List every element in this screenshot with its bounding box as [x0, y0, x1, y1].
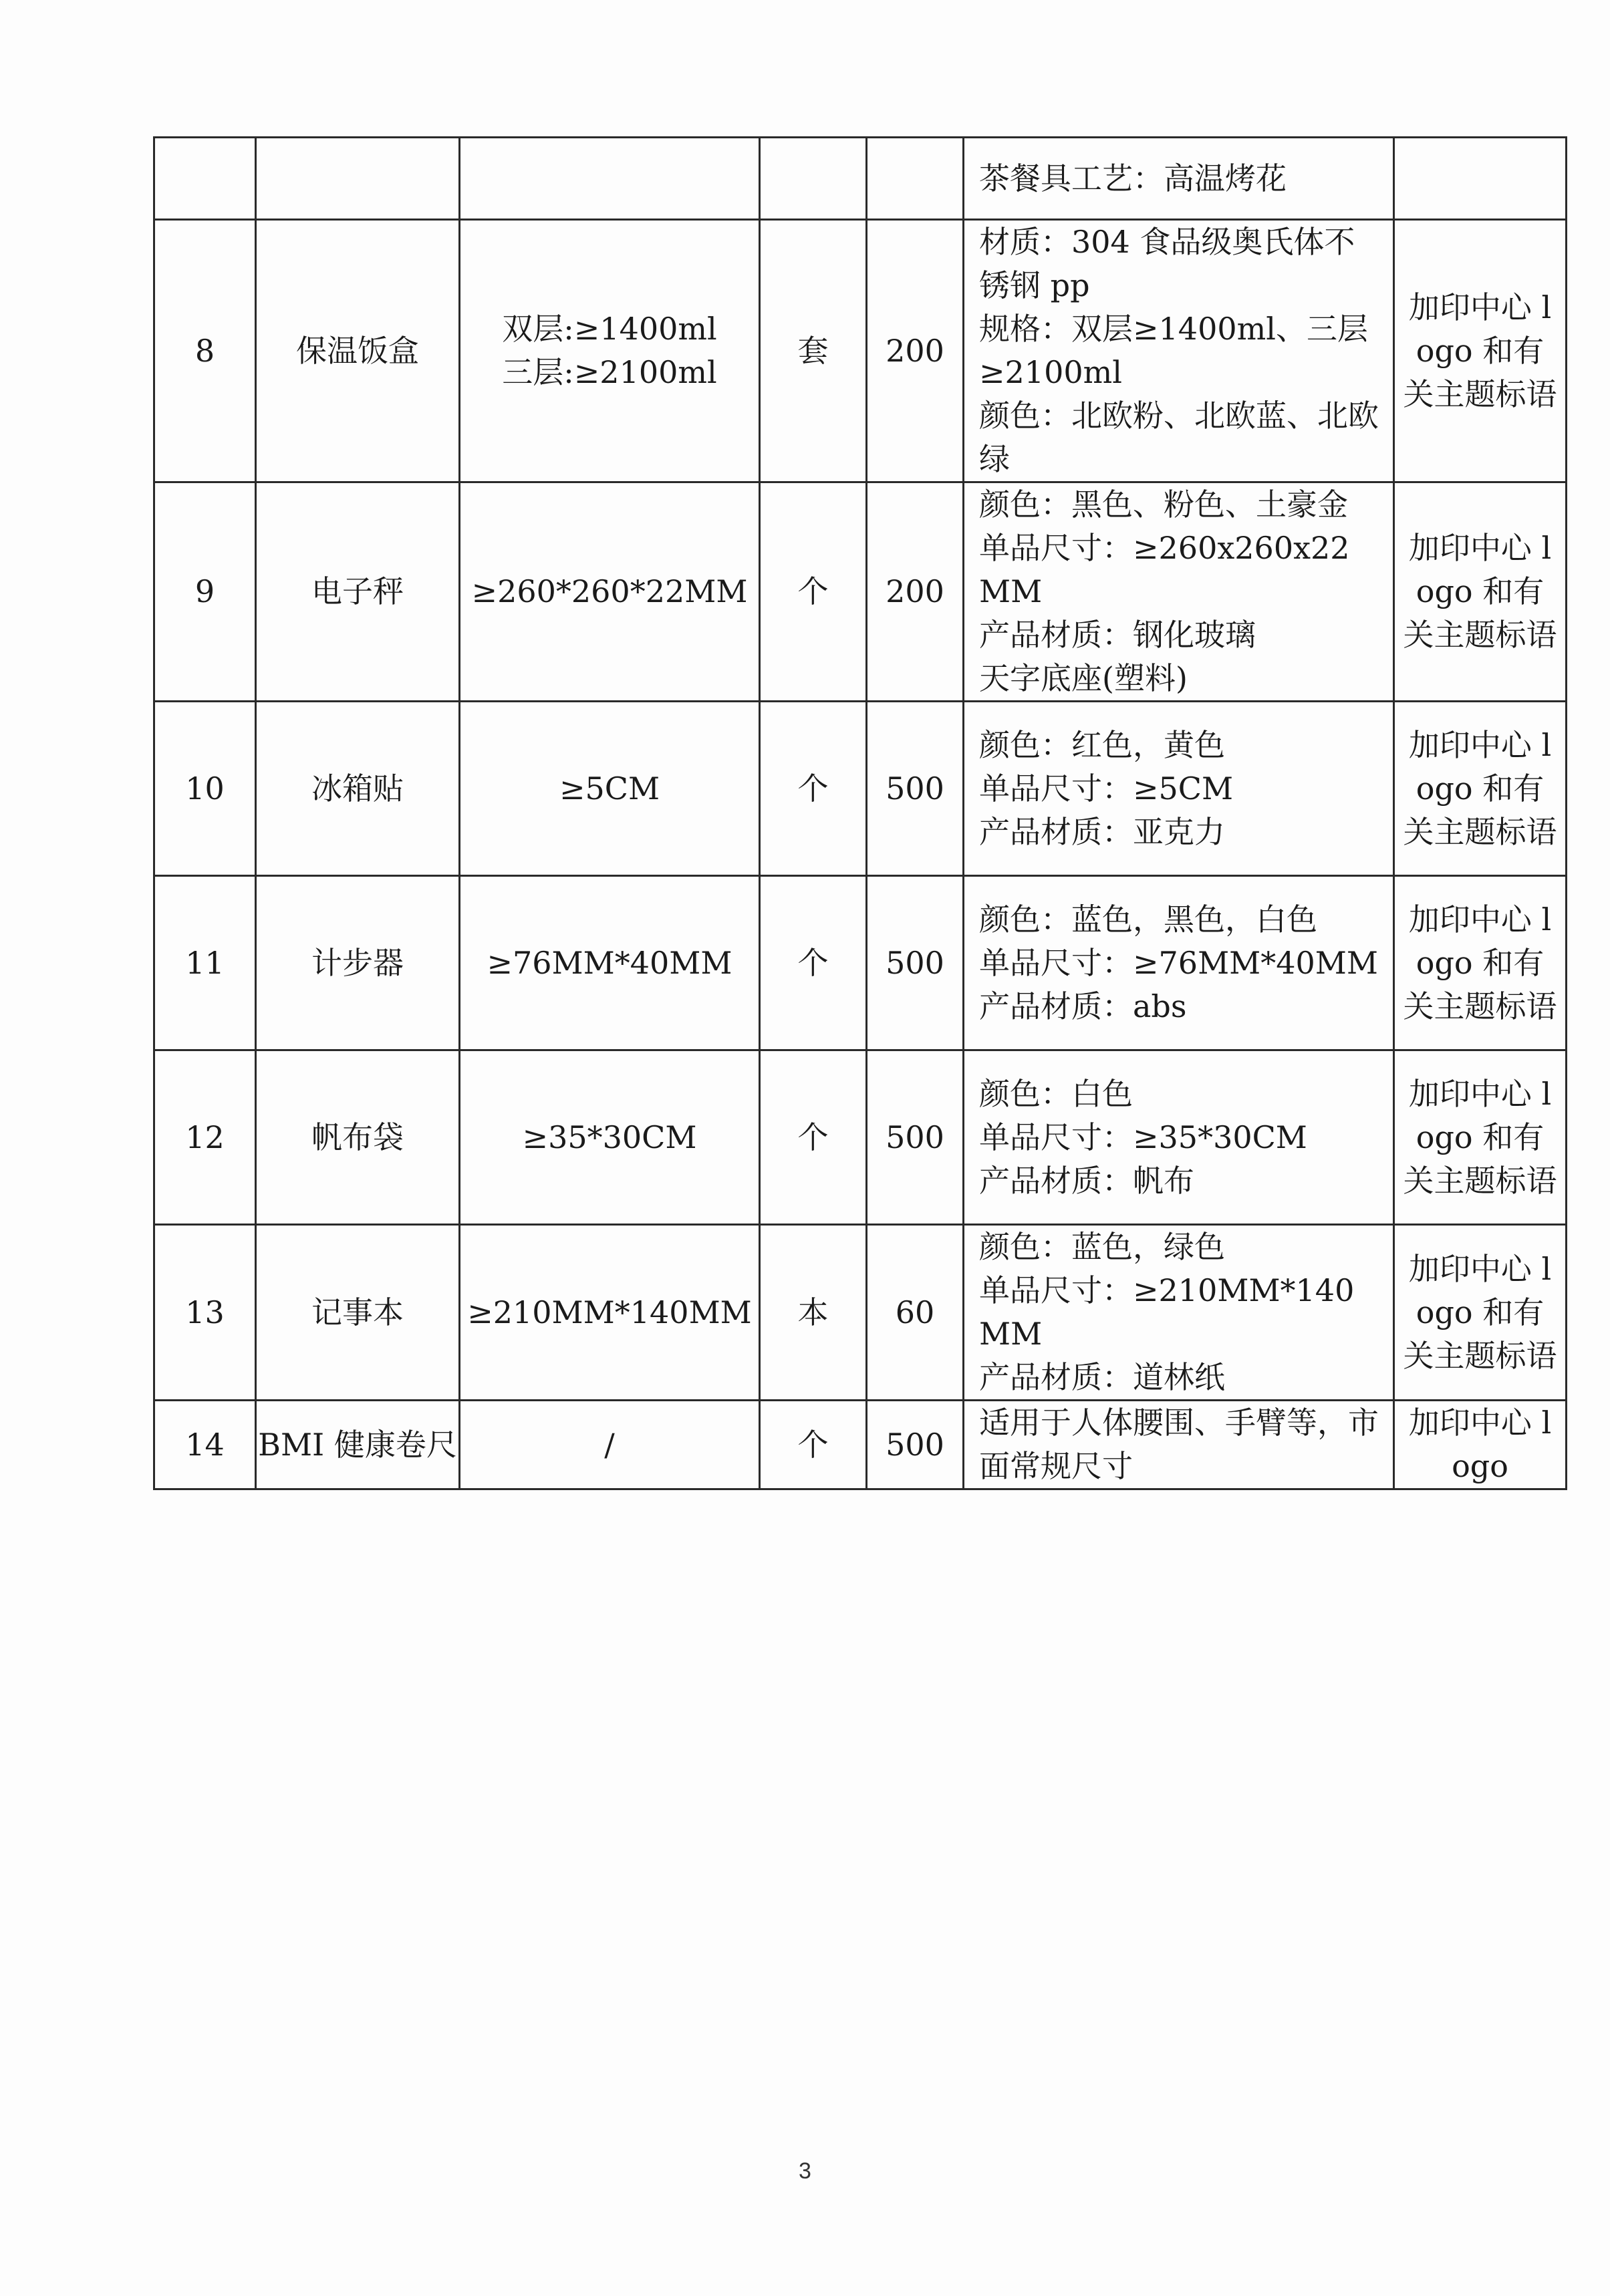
item-description-line: 单品尺寸：≥76MM*40MM	[979, 944, 1379, 981]
item-spec-cell	[460, 220, 760, 482]
item-unit-cell: 个	[760, 1401, 867, 1489]
item-name-cell: 帆布袋	[256, 1050, 460, 1225]
item-quantity-cell: 200	[867, 220, 964, 482]
item-note-line: 加印中心 logo 和有关主题标语	[1403, 289, 1557, 412]
item-description-cell	[964, 1225, 1394, 1401]
item-spec-line: /	[604, 1426, 615, 1463]
item-description-line: 茶餐具工艺：高温烤花	[979, 160, 1287, 196]
item-number-cell: 13	[154, 1225, 256, 1401]
item-description-line: 单品尺寸：≥260x260x22MM	[979, 530, 1350, 609]
item-number-cell: 9	[154, 482, 256, 702]
item-description-line: 单品尺寸：≥210MM*140MM	[979, 1272, 1355, 1352]
item-description-cell	[964, 138, 1394, 220]
item-spec-cell	[460, 1401, 760, 1489]
item-description-line: 颜色：北欧粉、北欧蓝、北欧绿	[979, 398, 1379, 477]
item-spec-cell	[460, 702, 760, 876]
item-number-cell: 10	[154, 702, 256, 876]
item-note-cell	[1394, 482, 1567, 702]
table-row	[154, 702, 1567, 876]
item-description-cell	[964, 702, 1394, 876]
table-row	[154, 1050, 1567, 1225]
item-spec-cell	[460, 1225, 760, 1401]
table-row	[154, 220, 1567, 482]
item-description-line: 颜色：蓝色，绿色	[979, 1229, 1225, 1265]
item-unit-cell: 本	[760, 1225, 867, 1401]
item-unit-cell: 个	[760, 702, 867, 876]
item-spec-line: 双层:≥1400ml	[502, 311, 717, 347]
table-row	[154, 876, 1567, 1050]
item-name-cell	[256, 138, 460, 220]
table-row	[154, 138, 1567, 220]
item-name-cell: BMI 健康卷尺	[256, 1401, 460, 1489]
item-note-cell	[1394, 220, 1567, 482]
item-quantity-cell: 60	[867, 1225, 964, 1401]
item-quantity-cell	[867, 138, 964, 220]
item-spec-line: ≥210MM*140MM	[467, 1294, 752, 1330]
item-note-cell	[1394, 1401, 1567, 1489]
item-quantity-cell: 500	[867, 1050, 964, 1225]
item-number-cell: 8	[154, 220, 256, 482]
item-spec-line: 三层:≥2100ml	[502, 354, 717, 390]
item-number-cell: 12	[154, 1050, 256, 1225]
item-spec-line: ≥35*30CM	[522, 1119, 697, 1155]
item-name-cell: 冰箱贴	[256, 702, 460, 876]
item-description-cell	[964, 1401, 1394, 1489]
item-spec-cell	[460, 482, 760, 702]
item-description-line: 颜色：红色，黄色	[979, 726, 1225, 763]
item-note-line: 加印中心 logo 和有关主题标语	[1403, 1250, 1557, 1374]
item-name-cell: 计步器	[256, 876, 460, 1050]
item-name-cell: 记事本	[256, 1225, 460, 1401]
item-spec-cell	[460, 138, 760, 220]
item-unit-cell: 个	[760, 876, 867, 1050]
item-description-line: 产品材质：钢化玻璃	[979, 617, 1256, 653]
item-spec-cell	[460, 1050, 760, 1225]
table-row	[154, 1225, 1567, 1401]
item-name-cell: 保温饭盒	[256, 220, 460, 482]
item-quantity-cell: 200	[867, 482, 964, 702]
item-description-line: 产品材质：亚克力	[979, 813, 1225, 850]
product-spec-table	[153, 136, 1567, 1490]
item-unit-cell: 套	[760, 220, 867, 482]
page-number: 3	[799, 2158, 811, 2184]
item-description-line: 适用于人体腰围、手臂等，市面常规尺寸	[979, 1405, 1379, 1484]
item-description-line: 材质：304 食品级奥氏体不锈钢 pp	[979, 224, 1355, 303]
item-name-cell: 电子秤	[256, 482, 460, 702]
item-unit-cell: 个	[760, 1050, 867, 1225]
item-number-cell: 14	[154, 1401, 256, 1489]
item-description-line: 产品材质：道林纸	[979, 1359, 1225, 1395]
item-quantity-cell: 500	[867, 1401, 964, 1489]
item-note-cell	[1394, 876, 1567, 1050]
item-note-line: 加印中心 logo 和有关主题标语	[1403, 726, 1557, 850]
item-spec-line: ≥260*260*22MM	[471, 573, 748, 609]
item-description-line: 规格：双层≥1400ml、三层≥2100ml	[979, 311, 1368, 390]
item-description-line: 天字底座(塑料)	[979, 660, 1188, 696]
item-description-line: 颜色：白色	[979, 1075, 1133, 1112]
item-description-cell	[964, 482, 1394, 702]
table-row	[154, 1401, 1567, 1489]
item-unit-cell	[760, 138, 867, 220]
item-description-cell	[964, 220, 1394, 482]
item-description-line: 颜色：黑色、粉色、土豪金	[979, 486, 1348, 523]
table-body	[154, 138, 1567, 1489]
item-note-cell	[1394, 1225, 1567, 1401]
item-note-line: 加印中心 logo 和有关主题标语	[1403, 1075, 1557, 1199]
item-note-line: 加印中心 logo 和有关主题标语	[1403, 901, 1557, 1024]
item-description-line: 产品材质：帆布	[979, 1162, 1194, 1199]
item-description-line: 单品尺寸：≥35*30CM	[979, 1119, 1307, 1155]
item-note-cell	[1394, 138, 1567, 220]
item-quantity-cell: 500	[867, 702, 964, 876]
item-spec-line: ≥5CM	[559, 770, 660, 807]
item-note-cell	[1394, 1050, 1567, 1225]
table-row	[154, 482, 1567, 702]
item-description-cell	[964, 876, 1394, 1050]
item-number-cell: 11	[154, 876, 256, 1050]
item-number-cell	[154, 138, 256, 220]
item-description-line: 单品尺寸：≥5CM	[979, 770, 1234, 807]
item-note-line: 加印中心 logo	[1408, 1405, 1552, 1484]
item-note-cell	[1394, 702, 1567, 876]
item-spec-line: ≥76MM*40MM	[487, 944, 732, 981]
item-note-line: 加印中心 logo 和有关主题标语	[1403, 530, 1557, 653]
item-description-line: 颜色：蓝色，黑色，白色	[979, 901, 1317, 938]
item-unit-cell: 个	[760, 482, 867, 702]
item-description-cell	[964, 1050, 1394, 1225]
item-spec-cell	[460, 876, 760, 1050]
item-description-line: 产品材质：abs	[979, 988, 1187, 1024]
item-quantity-cell: 500	[867, 876, 964, 1050]
